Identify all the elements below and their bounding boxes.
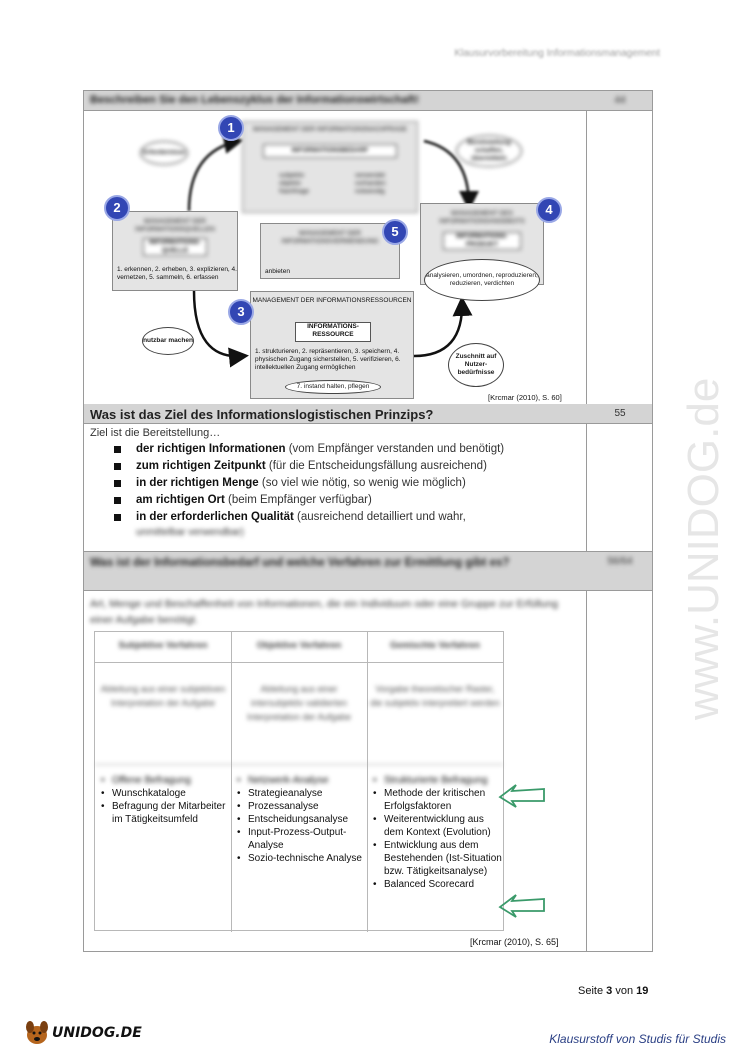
- box4-blurred-head: [421, 204, 543, 254]
- box4-title: MANAGEMENT DES INFORMATIONSANGEBOTS: [439, 210, 525, 225]
- column-desc-objective: Ableitung aus einer intersubjektiv validierten Interpretation der Aufgabe: [246, 684, 352, 722]
- mixed-methods-list: [373, 774, 505, 891]
- lifecycle-diagram: [84, 111, 586, 408]
- box2-blurred-head: [113, 212, 237, 258]
- method-item: • Wunschkataloge: [101, 787, 233, 800]
- method-item: • Strukturierte Befragung: [373, 774, 505, 787]
- method-item: • Balanced Scorecard: [373, 878, 505, 891]
- question-number: 56/64: [607, 556, 633, 567]
- box3-list: 1. strukturieren, 2. repräsentieren, 3. speichern, 4. physischen Zugang sicherstellen, 5. verifizieren, 6. intellektuellen Zugang ermöglichen: [255, 348, 401, 371]
- inner-row-divider: [95, 662, 503, 663]
- bullet-item: zum richtigen Zeitpunkt (für die Entscheidungsfällung ausreichend): [114, 458, 584, 475]
- oval-left-top: Erfordernisse: [140, 141, 188, 165]
- dog-icon: [22, 1015, 52, 1049]
- box5-title: MANAGEMENT DER INFORMATIONSVERWENDUNG: [281, 230, 379, 245]
- arrow-icon: [500, 785, 544, 807]
- box-informationsbedarf: [242, 121, 418, 213]
- box1-title: MANAGEMENT DER INFORMATIONSNACHFRAGE: [253, 126, 407, 133]
- definition-text: Art, Menge und Beschaffenheit von Informationen, die ein Individuum oder eine Gruppe zur Erfüllung einer Aufgabe benötigt.: [90, 598, 558, 626]
- question-row-3: [84, 551, 652, 591]
- bullet-item: in der erforderlichen Qualität (ausreichend detailliert und wahr,: [114, 509, 584, 526]
- column-desc-mixed: Vorgabe theoretischer Raster, die subjektiv interpretiert werden: [370, 684, 500, 708]
- watermark: [672, 250, 732, 730]
- cut-line: unmittelbar verwendbar): [136, 527, 244, 538]
- box1-subtitle: INFORMATIONSBEDARF: [263, 144, 397, 158]
- box2-subtitle: INFORMATIONS-QUELLE: [143, 238, 207, 256]
- question-text: Beschreiben Sie den Lebenszyklus der Informationswirtschaft!: [90, 94, 419, 106]
- subjective-methods-list: [101, 774, 233, 826]
- content-table: [83, 90, 653, 952]
- box3-oval: 7. instand halten, pflegen: [285, 380, 381, 394]
- method-item: • Sozio-technische Analyse: [237, 852, 369, 865]
- oval-right-bottom: Zuschnitt auf Nutzer-bedürfnisse: [448, 343, 504, 387]
- column-desc-subjective: Ableitung aus einer subjektiven Interpretation der Aufgabe: [100, 684, 226, 708]
- method-item: • Netzwerk-Analyse: [237, 774, 369, 787]
- question-number: 55: [614, 408, 626, 419]
- column-divider: [586, 91, 587, 951]
- box3-subtitle: INFORMATIONS-RESSOURCE: [295, 322, 371, 342]
- method-item: • Weiterentwicklung aus dem Kontext (Evolution): [373, 813, 505, 839]
- intro-text: Ziel ist die Bereitstellung…: [90, 427, 221, 439]
- method-item: • Strategieanalyse: [237, 787, 369, 800]
- objective-methods-list: [237, 774, 369, 865]
- box2-title: MANAGEMENT DER INFORMATIONSQUELLEN: [135, 218, 215, 233]
- step-badge-4: 4: [536, 197, 562, 223]
- box3-title: MANAGEMENT DER INFORMATIONSRESSOURCEN: [252, 297, 412, 304]
- method-item: • Entscheidungsanalyse: [237, 813, 369, 826]
- box2-list: 1. erkennen, 2. erheben, 3. explizieren, 4. vernetzen, 5. sammeln, 6. erfassen: [117, 266, 237, 281]
- question-number: 44: [614, 95, 626, 106]
- column-header-subjective: Subjektive Verfahren: [118, 640, 208, 650]
- question-row-2: [84, 404, 652, 424]
- box1-items-left: subjektiv objektiv Nachfrage: [279, 172, 309, 195]
- bullet-item: in der richtigen Menge (so viel wie nötig, so wenig wie möglich): [114, 475, 584, 492]
- oval-left-bottom: nutzbar machen: [142, 327, 194, 355]
- document-header: Klausurvorbereitung Informationsmanagement: [454, 48, 660, 59]
- citation-2: [Krcmar (2010), S. 65]: [470, 937, 559, 947]
- unidog-logo: [22, 1015, 152, 1049]
- box1-items-right: verwendet vorhanden notwendig: [355, 172, 386, 195]
- method-item: • Befragung der Mitarbeiter im Tätigkeitsumfeld: [101, 800, 233, 826]
- method-item: • Offene Befragung: [101, 774, 233, 787]
- question-text: Was ist der Informationsbedarf und welche Verfahren zur Ermittlung gibt es?: [90, 557, 510, 569]
- logo-text: UNIDOG.DE: [52, 1025, 142, 1041]
- method-item: • Methode der kritischen Erfolgsfaktoren: [373, 787, 505, 813]
- question-text: Was ist das Ziel des Informationslogistischen Prinzips?: [90, 407, 434, 422]
- box-informationsverwendung: [260, 223, 400, 279]
- page-number: Seite 3 von 19: [578, 985, 649, 997]
- box4-subtitle: INFORMATIONS-PRODUKT: [443, 232, 521, 250]
- box-informationsressource: [250, 291, 414, 399]
- footer-slogan: Klausurstoff von Studis für Studis: [549, 1032, 726, 1046]
- box4-oval: analysieren, umordnen, reproduzieren, reduzieren, verdichten: [424, 259, 540, 301]
- inner-row-divider: [95, 764, 503, 765]
- step-badge-2: 2: [104, 195, 130, 221]
- citation-1: [Krcmar (2010), S. 60]: [488, 393, 562, 402]
- column-header-mixed: Gemischte Verfahren: [389, 640, 481, 650]
- bullet-list: [114, 441, 584, 526]
- arrow-icon: [500, 895, 544, 917]
- step-badge-3: 3: [228, 299, 254, 325]
- box-informationsquelle: [112, 211, 238, 291]
- box5-text: anbieten: [265, 268, 290, 275]
- method-item: • Prozessanalyse: [237, 800, 369, 813]
- step-badge-5: 5: [382, 219, 408, 245]
- question-row-1: [84, 91, 652, 111]
- watermark-text: www.UNIDOG.de: [679, 377, 728, 720]
- column-header-objective: Objektive Verfahren: [256, 640, 342, 650]
- step-badge-1: 1: [218, 115, 244, 141]
- oval-right-top: Bereitstellung schaffen, übermitteln: [456, 135, 522, 167]
- method-item: • Entwicklung aus dem Bestehenden (Ist-Situation bzw. Tätigkeitsanalyse): [373, 839, 505, 878]
- methods-table: [94, 631, 504, 931]
- bullet-item: der richtigen Informationen (vom Empfänger verstanden und benötigt): [114, 441, 584, 458]
- bullet-item: am richtigen Ort (beim Empfänger verfügbar): [114, 492, 584, 509]
- highlight-arrows: [496, 781, 552, 931]
- method-item: • Input-Prozess-Output-Analyse: [237, 826, 369, 852]
